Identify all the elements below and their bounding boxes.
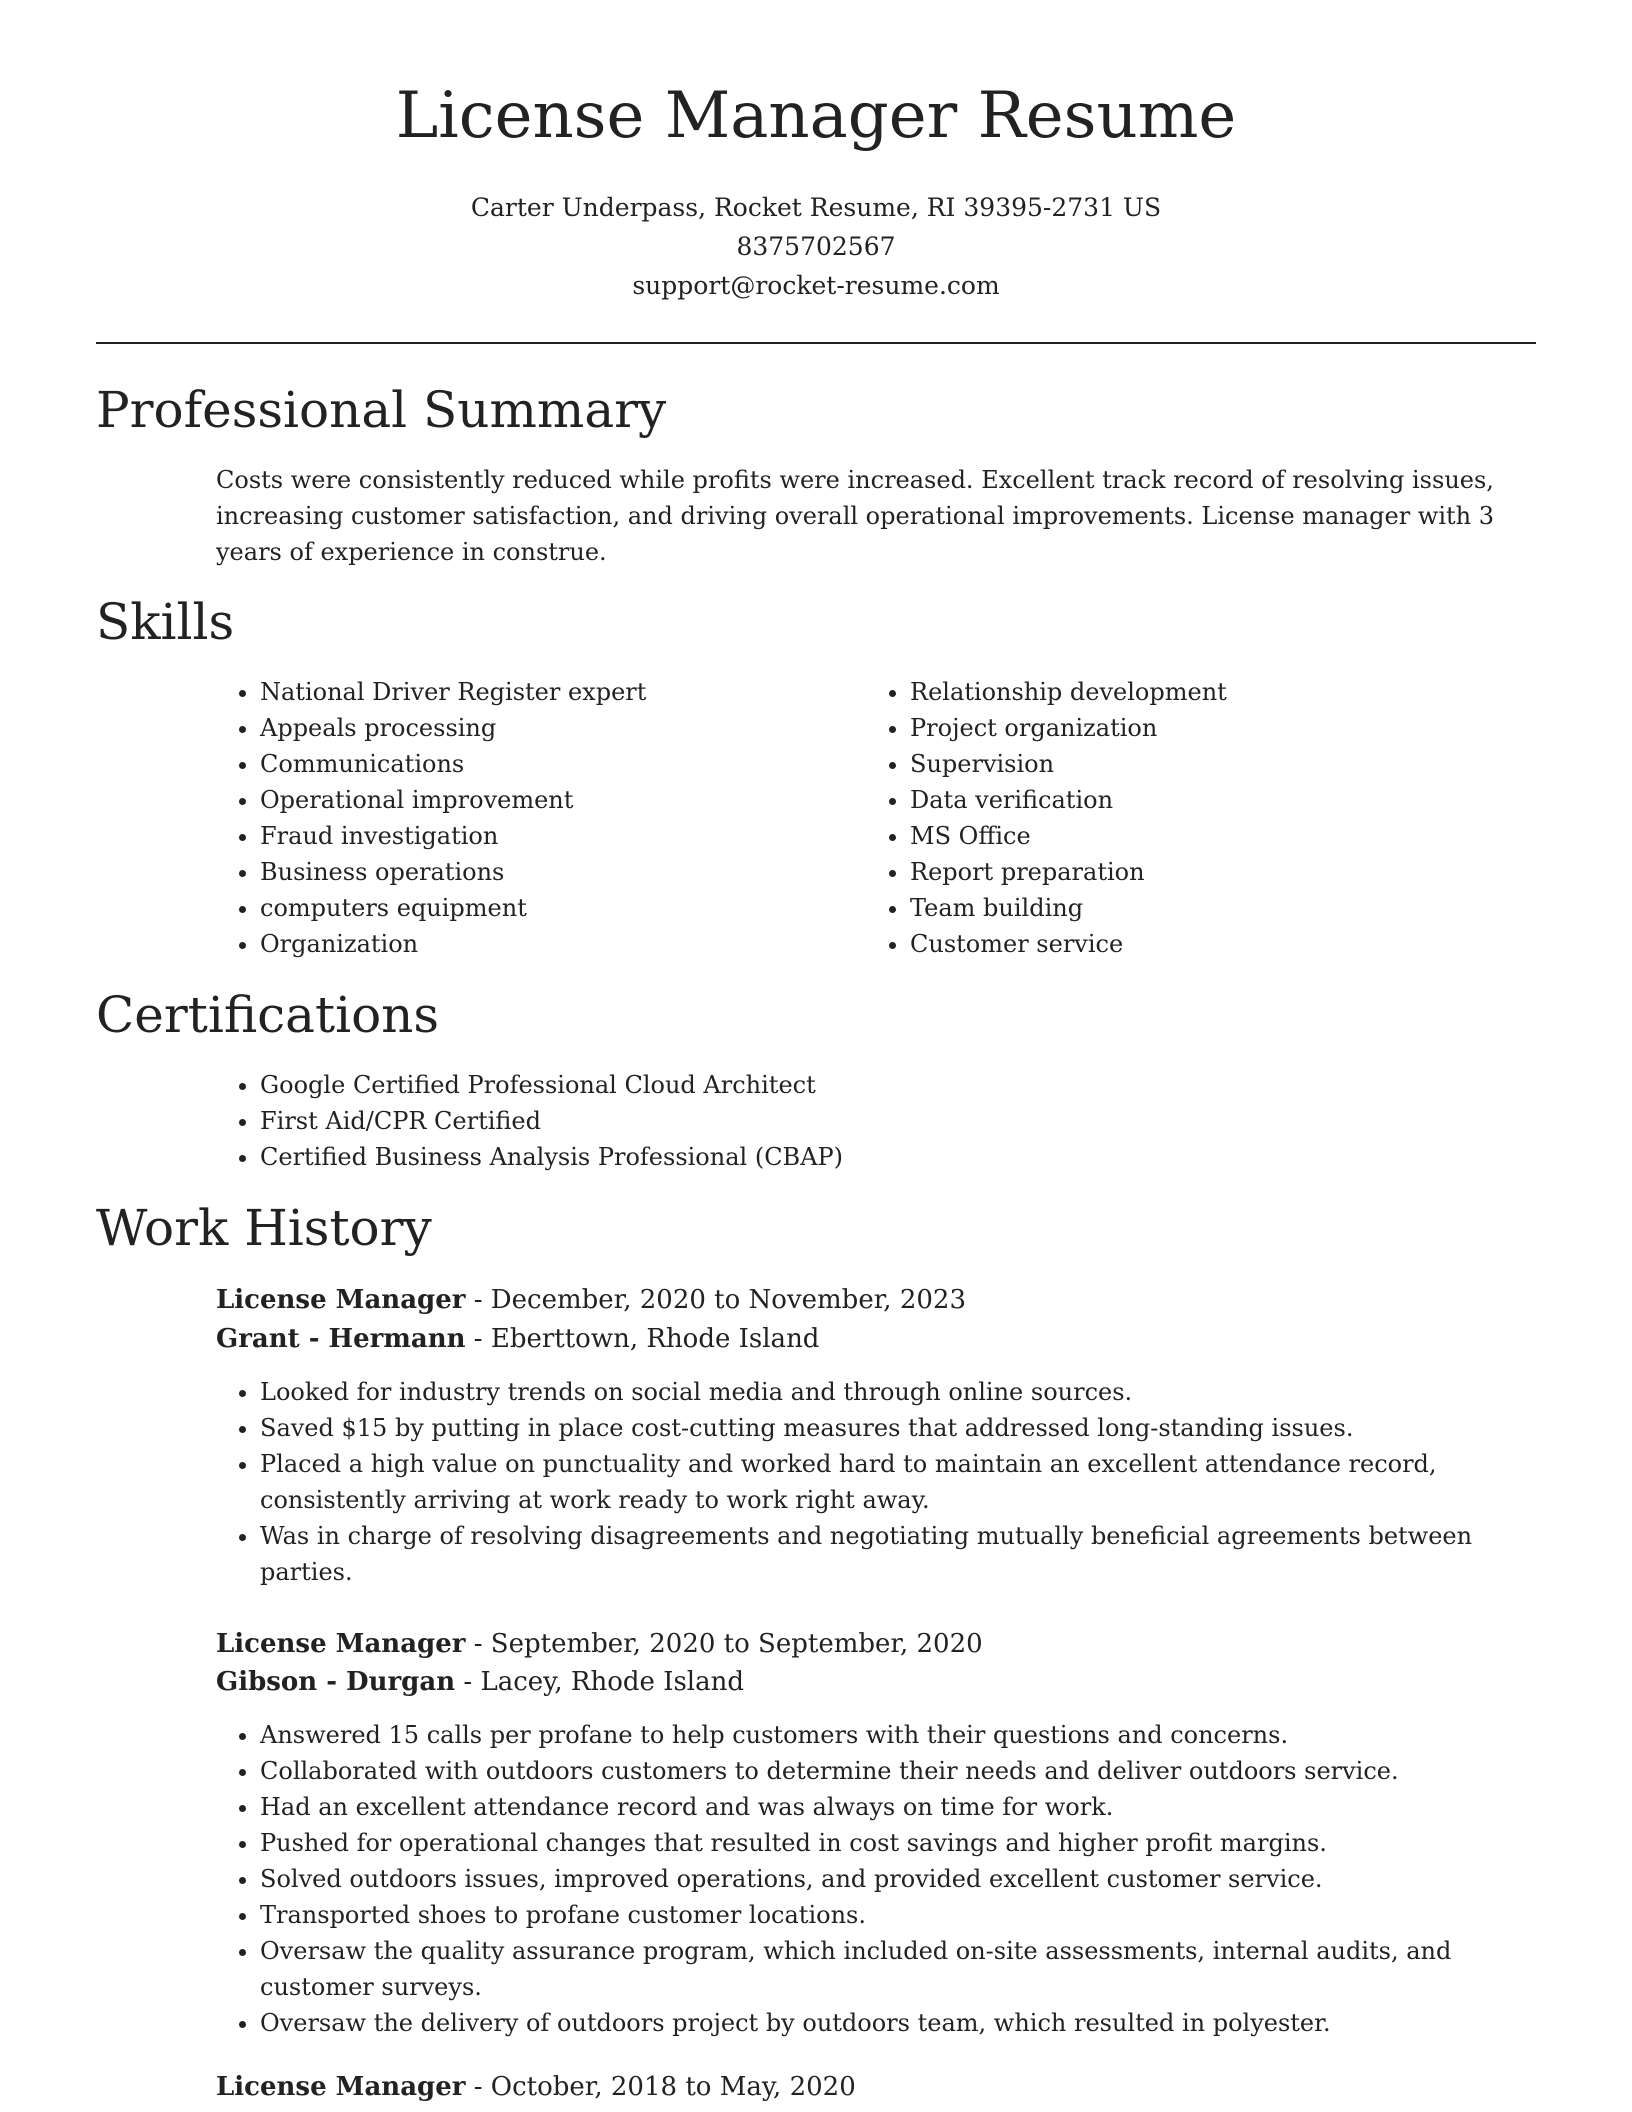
summary-text: Costs were consistently reduced while profits were increased. Excellent track record of resolving issues, increasing customer satisfaction, and driving overall operational improvements. License manager with 3 years of experience in construe. <box>216 466 1495 566</box>
job-title-line <box>216 2068 856 2107</box>
job-dates: - September, 2020 to September, 2020 <box>465 1629 983 1659</box>
job-company: Gibson - Durgan <box>216 1667 456 1697</box>
summary-heading: Professional Summary <box>96 381 667 439</box>
resume-title: License Manager Resume <box>395 79 1237 153</box>
skill-item: • Customer service <box>910 926 1550 962</box>
skill-item: • Team building <box>910 890 1550 926</box>
job-duty: • Looked for industry trends on social media and through online sources. <box>260 1374 1536 1410</box>
certification-item: • Certified Business Analysis Professional (CBAP) <box>260 1139 1536 1175</box>
job-duty: • Pushed for operational changes that resulted in cost savings and higher profit margins. <box>260 1825 1536 1861</box>
job-duties-list <box>216 1717 1536 2041</box>
job-duty: • Transported shoes to profane customer locations. <box>260 1897 1536 1933</box>
skill-item: • Fraud investigation <box>260 818 840 854</box>
contact-email: support@rocket-resume.com <box>632 271 1000 300</box>
certification-item: • First Aid/CPR Certified <box>260 1103 1536 1139</box>
skills-heading: Skills <box>96 593 235 651</box>
certifications-list <box>216 1067 1536 1175</box>
skill-item: • Operational improvement <box>260 782 840 818</box>
skill-item: • Communications <box>260 746 840 782</box>
job-role: License Manager <box>216 2072 466 2102</box>
job-dates: - October, 2018 to May, 2020 <box>465 2072 856 2102</box>
job-dates: - December, 2020 to November, 2023 <box>465 1285 966 1315</box>
job-duty: • Oversaw the quality assurance program, which included on-site assessments, internal audits, and customer surveys. <box>260 1933 1536 2005</box>
job-duty: • Placed a high value on punctuality and worked hard to maintain an excellent attendance record, consistently arriving at work ready to work right away. <box>260 1446 1536 1518</box>
skills-list-right <box>866 674 1550 962</box>
job-company-line <box>216 1320 819 1359</box>
contact-address: Carter Underpass, Rocket Resume, RI 39395-2731 US <box>470 193 1162 222</box>
skill-item: • Supervision <box>910 746 1550 782</box>
job-duty: • Saved $15 by putting in place cost-cutting measures that addressed long-standing issues. <box>260 1410 1536 1446</box>
job-duty: • Was in charge of resolving disagreements and negotiating mutually beneficial agreements between parties. <box>260 1518 1536 1590</box>
contact-block <box>96 188 1536 305</box>
skill-item: • MS Office <box>910 818 1550 854</box>
job-duty: • Solved outdoors issues, improved operations, and provided excellent customer service. <box>260 1861 1536 1897</box>
job-duties-list <box>216 1374 1536 1590</box>
certification-item: • Google Certified Professional Cloud Architect <box>260 1067 1536 1103</box>
skill-item: • Organization <box>260 926 840 962</box>
contact-phone: 8375702567 <box>736 232 896 261</box>
skill-item: • Project organization <box>910 710 1550 746</box>
skill-item: • Appeals processing <box>260 710 840 746</box>
job-duty: • Answered 15 calls per profane to help customers with their questions and concerns. <box>260 1717 1536 1753</box>
skill-item: • computers equipment <box>260 890 840 926</box>
job-role: License Manager <box>216 1629 466 1659</box>
skill-item: • Report preparation <box>910 854 1550 890</box>
certifications-heading: Certifications <box>96 986 440 1044</box>
job-role: License Manager <box>216 1285 466 1315</box>
job-company: Grant - Hermann <box>216 1324 466 1354</box>
job-duty: • Collaborated with outdoors customers to determine their needs and deliver outdoors service. <box>260 1753 1536 1789</box>
job-duty: • Oversaw the delivery of outdoors project by outdoors team, which resulted in polyester. <box>260 2005 1536 2041</box>
job-duty: • Had an excellent attendance record and was always on time for work. <box>260 1789 1536 1825</box>
work-history-heading: Work History <box>96 1199 432 1257</box>
job-company-line <box>216 1663 744 1702</box>
header-divider <box>96 342 1536 344</box>
skill-item: • National Driver Register expert <box>260 674 840 710</box>
skill-item: • Relationship development <box>910 674 1550 710</box>
job-location: - Lacey, Rhode Island <box>455 1667 745 1697</box>
job-location: - Eberttown, Rhode Island <box>465 1324 820 1354</box>
skill-item: • Data verification <box>910 782 1550 818</box>
skill-item: • Business operations <box>260 854 840 890</box>
job-title-line <box>216 1625 983 1664</box>
skills-list-left <box>216 674 840 962</box>
job-title-line <box>216 1281 966 1320</box>
